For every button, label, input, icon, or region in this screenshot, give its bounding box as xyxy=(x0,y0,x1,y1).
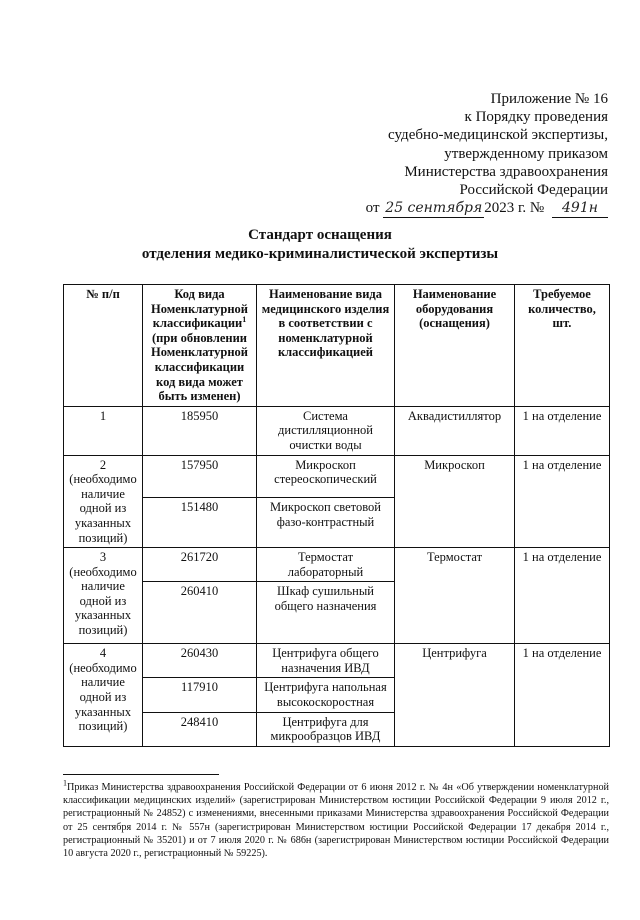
title-line-2: отделения медико-криминалистической экспертизы xyxy=(141,246,499,262)
header-line: к Порядку проведения xyxy=(464,109,608,126)
appendix-header xyxy=(366,90,608,218)
header-device: Наименование вида медицинского изделия в соответствии с номенклатурной классификацией xyxy=(257,285,395,407)
table-row xyxy=(64,548,610,582)
cell-device: Система дистилляционной очистки воды xyxy=(257,406,395,455)
cell-device: Микроскоп стереоскопический xyxy=(257,455,395,498)
order-year: 2023 г. № xyxy=(484,200,545,217)
header-line: судебно-медицинской экспертизы, xyxy=(388,127,608,144)
equipment-standard-table xyxy=(63,284,610,747)
handwritten-order-date: 25 сентября xyxy=(383,199,484,218)
header-code xyxy=(143,285,257,407)
cell-code: 261720 xyxy=(143,548,257,582)
footnote xyxy=(63,778,609,860)
table-row xyxy=(64,455,610,498)
footnote-ref: 1 xyxy=(242,315,247,325)
cell-device: Центрифуга напольная высокоскоростная xyxy=(257,678,395,712)
header-line: утвержденному приказом xyxy=(444,145,608,162)
cell-code: 151480 xyxy=(143,498,257,548)
cell-qty: 1 на отделение xyxy=(515,406,610,455)
cell-device: Центрифуга для микрообразцов ИВД xyxy=(257,712,395,746)
cell-code: 260410 xyxy=(143,582,257,644)
header-line: Российской Федерации xyxy=(459,182,608,199)
header-num: № п/п xyxy=(64,285,143,407)
table-row xyxy=(64,644,610,678)
cell-code: 157950 xyxy=(143,455,257,498)
footnote-marker: 1 xyxy=(63,778,67,788)
document-title xyxy=(0,226,640,264)
cell-device: Микроскоп световой фазо-контрастный xyxy=(257,498,395,548)
header-code-text: Код вида Номенклатурной классификации xyxy=(151,287,248,331)
cell-device: Центрифуга общего назначения ИВД xyxy=(257,644,395,678)
cell-code: 117910 xyxy=(143,678,257,712)
cell-num: 2 (необходимо наличие одной из указанных позиций) xyxy=(64,455,143,548)
footnote-separator xyxy=(63,774,219,775)
header-qty: Требуемое количество, шт. xyxy=(515,285,610,407)
cell-equipment: Центрифуга xyxy=(395,644,515,747)
header-equipment: Наименование оборудования (оснащения) xyxy=(395,285,515,407)
handwritten-order-number: 491н xyxy=(552,199,608,218)
cell-qty: 1 на отделение xyxy=(515,455,610,548)
title-line-1: Стандарт оснащения xyxy=(248,227,392,243)
footnote-text: Приказ Министерства здравоохранения Российской Федерации от 6 июня 2012 г. № 4н «Об утверждении номенклатурной классификации медицинских изделий» (зарегистрирован Министерством юстиции Российской Федерации 9 июля 2012 г., регистрационный № 24852) с изменениями, внесенными приказами Министерства здравоохранения Российской Федерации от 25 сентября 2014 г. № 557н (зарегистрирован Министерством юстиции Российской Федерации 17 декабря 2014 г., регистрационный № 35201) и от 7 июля 2020 г. № 686н (зарегистрирован Министерством юстиции Российской Федерации 10 августа 2020 г., регистрационный № 59225). xyxy=(63,782,609,860)
cell-qty: 1 на отделение xyxy=(515,548,610,644)
cell-num: 4 (необходимо наличие одной из указанных позиций) xyxy=(64,644,143,747)
cell-code: 185950 xyxy=(143,406,257,455)
cell-equipment: Термостат xyxy=(395,548,515,644)
header-code-note: (при обновлении Номенклатурной классификации код вида может быть изменен) xyxy=(151,330,248,404)
cell-num: 3 (необходимо наличие одной из указанных позиций) xyxy=(64,548,143,644)
table-row xyxy=(64,406,610,455)
cell-equipment: Микроскоп xyxy=(395,455,515,548)
order-date-line xyxy=(366,199,608,218)
cell-device: Термостат лабораторный xyxy=(257,548,395,582)
cell-code: 248410 xyxy=(143,712,257,746)
table-header-row xyxy=(64,285,610,407)
cell-code: 260430 xyxy=(143,644,257,678)
order-prefix: от xyxy=(365,200,380,217)
cell-num: 1 xyxy=(64,406,143,455)
cell-equipment: Аквадистиллятор xyxy=(395,406,515,455)
cell-device: Шкаф сушильный общего назначения xyxy=(257,582,395,644)
cell-qty: 1 на отделение xyxy=(515,644,610,747)
appendix-number: Приложение № 16 xyxy=(490,91,608,107)
header-line: Министерства здравоохранения xyxy=(404,163,608,180)
